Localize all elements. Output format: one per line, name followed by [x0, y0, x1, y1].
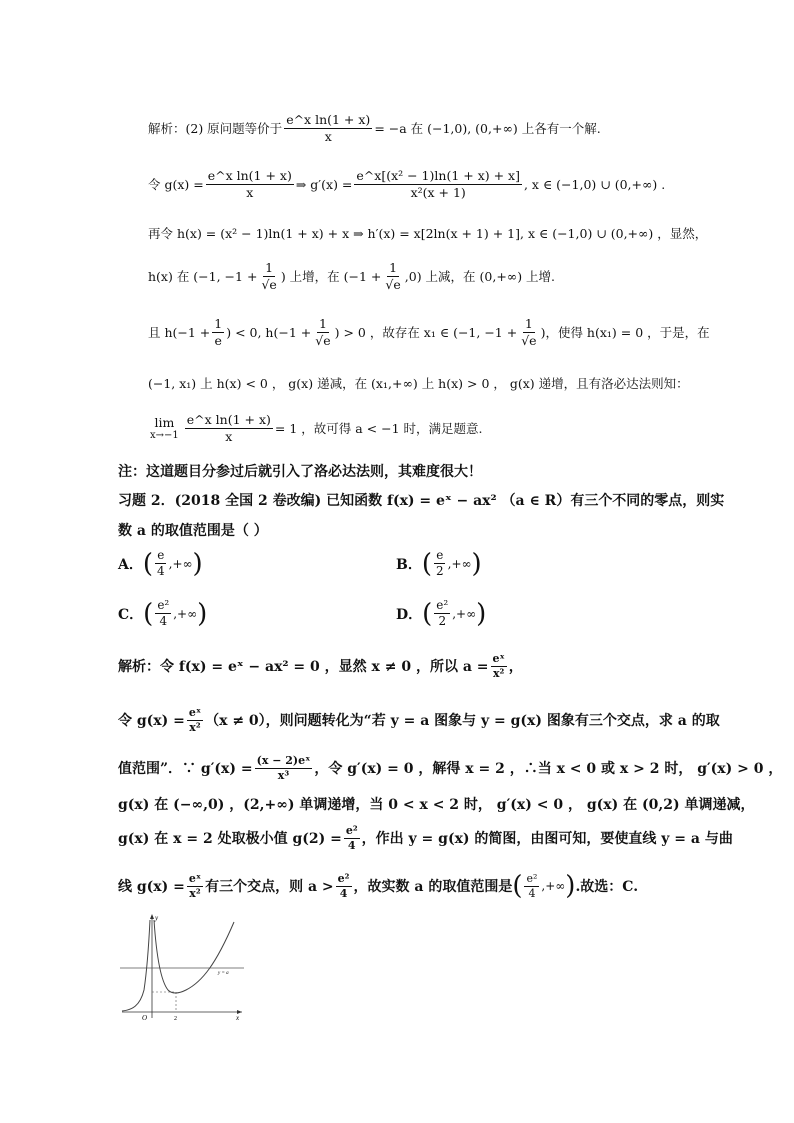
- option-d[interactable]: [396, 598, 486, 629]
- fraction: [284, 112, 372, 144]
- numerator: (x − 2)eˣ: [256, 754, 311, 767]
- denominator: 4: [528, 886, 536, 900]
- limit: [150, 415, 179, 441]
- sol-line-6: [118, 872, 638, 901]
- open-paren: (: [143, 598, 154, 629]
- tail: ,+∞: [447, 556, 472, 571]
- denominator: √e: [521, 332, 537, 348]
- numerator: 1: [524, 316, 533, 331]
- numerator: eˣ: [492, 652, 505, 665]
- origin-label: O: [142, 1014, 148, 1022]
- line-y-a-label: y = a: [218, 971, 229, 976]
- text: 数 a 的取值范围是（ ）: [118, 523, 268, 539]
- text: 解析：令 f(x) = eˣ − ax² = 0 ，显然 x ≠ 0 ，所以 a =: [118, 659, 489, 676]
- tick-2-label: 2: [174, 1016, 177, 1022]
- sol-line-3: [118, 754, 782, 783]
- fraction: [155, 598, 171, 629]
- numerator: e²: [337, 872, 350, 885]
- option-label: B．: [396, 556, 422, 573]
- option-label: C．: [118, 606, 144, 623]
- limit-op: lim: [154, 415, 175, 431]
- denominator: 4: [157, 564, 165, 578]
- tail: ,+∞: [168, 556, 193, 571]
- fraction: [434, 598, 450, 629]
- text: ⇒ g′(x) =: [295, 176, 353, 192]
- tail: ,+∞: [452, 606, 477, 621]
- curve-left-branch: [122, 920, 150, 1011]
- open-paren: (: [422, 598, 433, 629]
- fraction: [383, 260, 402, 292]
- note-text: 注：这道题目分参过后就引入了洛必达法则，其难度很大！: [118, 464, 482, 480]
- close-paren: ): [471, 548, 482, 579]
- text: g(x) 在 x = 2 处取极小值 g(2) =: [118, 831, 342, 848]
- sol-line-1: [118, 652, 523, 681]
- problem-line-2: [118, 520, 268, 540]
- text: = 1 ，故可得 a < −1 时，满足题意.: [274, 421, 483, 437]
- function-graph: [112, 910, 252, 1022]
- fraction: [187, 872, 203, 901]
- tail: ,+∞: [173, 606, 198, 621]
- numerator: eˣ: [188, 706, 202, 719]
- open-paren: (: [512, 871, 523, 902]
- option-label: D．: [396, 606, 423, 623]
- numerator: 1: [318, 316, 327, 331]
- fraction: [187, 706, 203, 735]
- numerator: e²: [345, 824, 358, 837]
- sec1-line-3: [148, 224, 707, 242]
- denominator: √e: [385, 276, 401, 292]
- text: ) > 0 ，故存在 x₁ ∈ (−1, −1 +: [334, 325, 518, 341]
- fraction: [155, 548, 167, 579]
- numerator: e^x ln(1 + x): [186, 412, 271, 427]
- close-paren: ): [197, 598, 208, 629]
- sec1-line-7: [148, 412, 482, 444]
- x-axis-label: x: [236, 1014, 240, 1022]
- sol-line-2: [118, 706, 720, 735]
- numerator: 1: [265, 260, 274, 275]
- y-axis-label: y: [155, 914, 159, 922]
- sec1-line-2: [148, 168, 665, 200]
- problem-line-1: [118, 490, 724, 510]
- fraction: [519, 316, 538, 348]
- denominator: x: [246, 184, 254, 200]
- denominator: x³: [277, 768, 290, 782]
- text: h(x) 在 (−1, −1 +: [148, 269, 258, 285]
- sec1-line-5: [148, 316, 710, 348]
- text: ，故实数 a 的取值范围是: [353, 879, 513, 896]
- fraction: [524, 872, 539, 901]
- fraction: [255, 754, 313, 783]
- numerator: e^x[(x² − 1)ln(1 + x) + x]: [356, 168, 520, 183]
- text: 令 g(x) =: [148, 177, 204, 193]
- limit-sub: x→−1: [150, 430, 179, 442]
- text: ，令 g′(x) = 0 ，解得 x = 2 ，∴当 x < 0 或 x > 2 时， g′(x) > 0 ，: [314, 761, 783, 778]
- text: ，: [508, 659, 523, 676]
- denominator: √e: [315, 332, 331, 348]
- denominator: 2: [438, 614, 447, 628]
- denominator: x²(x + 1): [410, 184, 466, 200]
- text: ) 上增，在 (−1 +: [280, 269, 382, 285]
- denominator: x: [324, 128, 332, 144]
- fraction: [434, 548, 446, 579]
- text: 值范围”．∵ g′(x) =: [118, 761, 253, 778]
- close-paren: ): [565, 871, 576, 902]
- fraction: [185, 412, 273, 444]
- fraction: [344, 824, 360, 853]
- text: )，使得 h(x₁) = 0 ，于是，在: [540, 325, 710, 341]
- denominator: x²: [189, 886, 201, 900]
- text: 再令 h(x) = (x² − 1)ln(1 + x) + x ⇒ h′(x) = x[2ln(x + 1) + 1], x ∈ (−1,0) ∪ (0,+∞) ，显然，: [148, 226, 708, 241]
- denominator: e: [214, 332, 222, 348]
- numerator: e²: [436, 598, 449, 612]
- text: ,0) 上减，在 (0,+∞) 上增.: [404, 269, 556, 285]
- numerator: 1: [214, 316, 223, 331]
- numerator: e: [157, 548, 165, 562]
- tail: ,+∞: [541, 879, 566, 894]
- numerator: eˣ: [188, 872, 202, 885]
- close-paren: ): [476, 598, 487, 629]
- numerator: e²: [526, 872, 538, 885]
- denominator: 4: [159, 614, 168, 628]
- option-b[interactable]: [396, 548, 482, 579]
- numerator: e: [436, 548, 444, 562]
- curve-right-branch: [154, 920, 234, 993]
- text: 解析：(2) 原问题等价于: [148, 121, 283, 137]
- text: , x ∈ (−1,0) ∪ (0,+∞) .: [523, 176, 666, 192]
- option-a[interactable]: [118, 548, 203, 579]
- text: （x ≠ 0），则问题转化为“若 y = a 图象与 y = g(x) 图象有三个交点，求 a 的取: [205, 713, 720, 730]
- note: [118, 461, 482, 481]
- denominator: x: [225, 428, 233, 444]
- fraction: [354, 168, 522, 200]
- y-axis-arrow: [150, 914, 154, 919]
- sec1-line-1: [148, 112, 601, 144]
- numerator: e^x ln(1 + x): [286, 112, 371, 127]
- fraction: [336, 872, 352, 901]
- text: ，作出 y = g(x) 的简图，由图可知，要使直线 y = a 与曲: [361, 831, 733, 848]
- denominator: 4: [339, 886, 348, 900]
- denominator: x²: [189, 720, 201, 734]
- sol-line-5: [118, 824, 733, 853]
- text: 令 g(x) =: [118, 713, 185, 730]
- text: g(x) 在 (−∞,0) ，(2,+∞) 单调递增，当 0 < x < 2 时， g′(x) < 0 ， g(x) 在 (0,2) 单调递减，: [118, 797, 755, 813]
- text: 习题 2．(2018 全国 2 卷改编) 已知函数 f(x) = eˣ − ax² （a ∈ R）有三个不同的零点，则实: [118, 493, 725, 509]
- text: ) < 0, h(−1 +: [226, 324, 312, 340]
- fraction: [313, 316, 332, 348]
- fraction: [212, 316, 224, 348]
- denominator: √e: [261, 276, 277, 292]
- fraction: [206, 168, 294, 200]
- open-paren: (: [142, 548, 154, 579]
- numerator: e²: [157, 598, 170, 612]
- open-paren: (: [421, 548, 432, 579]
- numerator: e^x ln(1 + x): [207, 168, 292, 183]
- sec1-line-4: [148, 260, 555, 292]
- option-label: A．: [118, 556, 143, 573]
- denominator: 2: [436, 564, 444, 578]
- denominator: 4: [347, 838, 356, 852]
- sol-line-4: [118, 794, 754, 814]
- text: 线 g(x) =: [118, 879, 185, 896]
- text: (−1, x₁) 上 h(x) < 0 ， g(x) 递减，在 (x₁,+∞) 上 h(x) > 0 ， g(x) 递增，且有洛必达法则知：: [148, 376, 689, 391]
- fraction: [259, 260, 278, 292]
- option-c[interactable]: [118, 598, 207, 629]
- fraction: [491, 652, 507, 681]
- text: 且 h(−1 +: [148, 325, 211, 341]
- text: .故选：C.: [575, 879, 639, 896]
- close-paren: ): [192, 548, 203, 579]
- numerator: 1: [389, 260, 398, 275]
- sec1-line-6: [148, 374, 689, 392]
- text: = −a 在 (−1,0), (0,+∞) 上各有一个解.: [374, 121, 601, 137]
- text: 有三个交点，则 a >: [205, 879, 334, 896]
- denominator: x²: [492, 666, 505, 680]
